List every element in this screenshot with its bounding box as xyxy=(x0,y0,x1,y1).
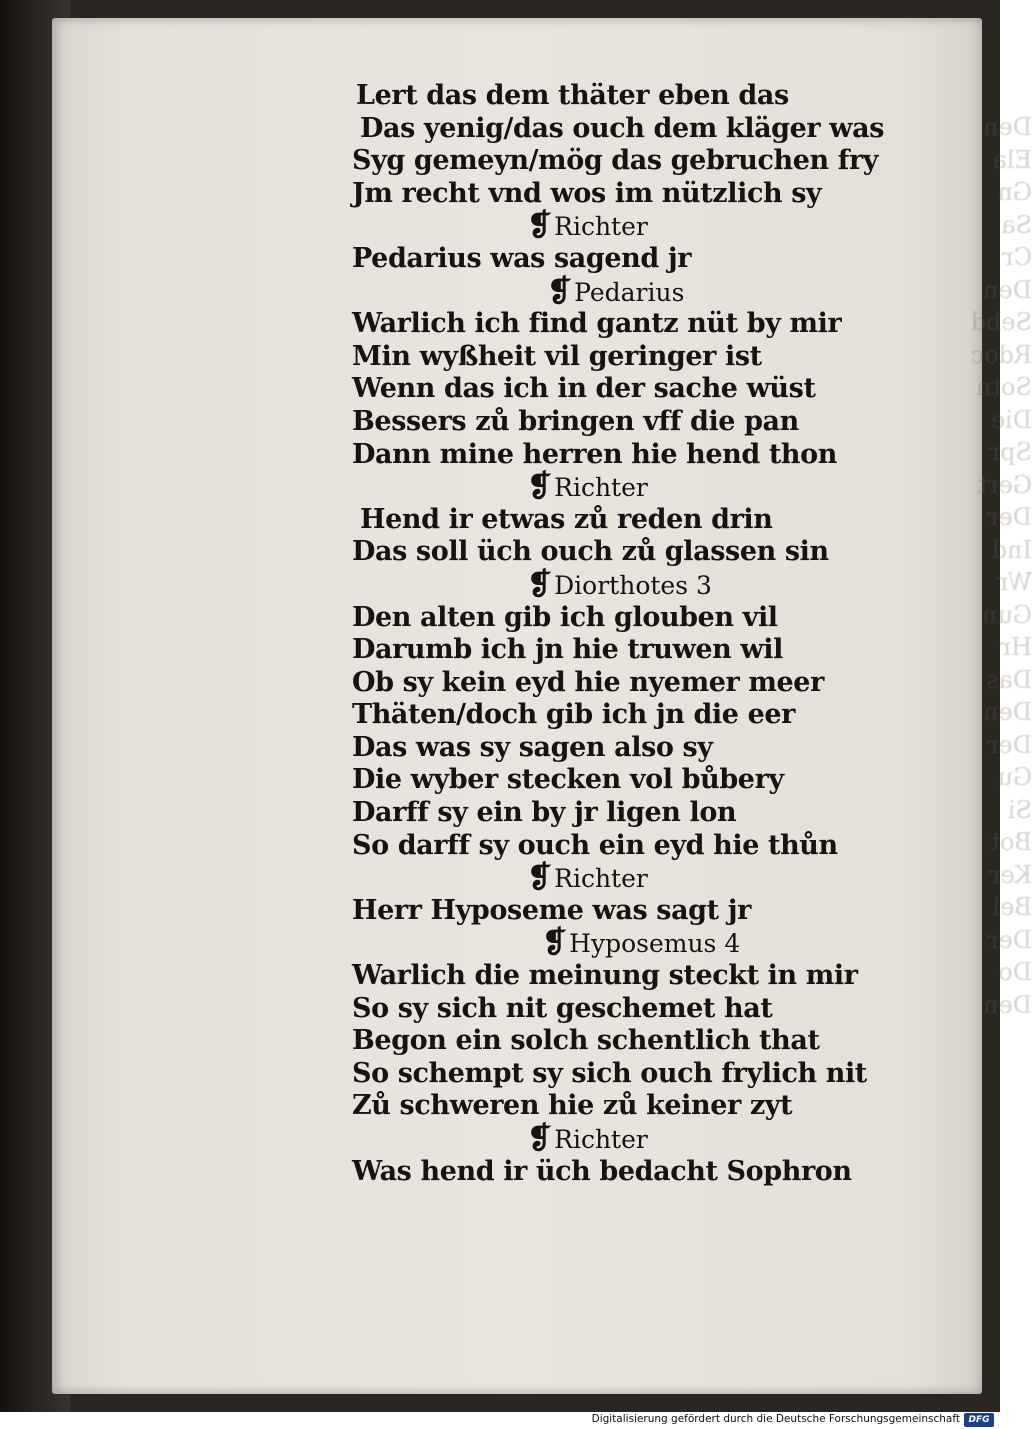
bleed-through-line: Der xyxy=(987,503,1032,531)
speaker-name: Pedarius xyxy=(574,277,685,307)
verse-text-block xyxy=(352,80,884,1188)
bleed-through-line: Sotn xyxy=(976,373,1032,401)
verse-line: Die wyber stecken vol bůbery xyxy=(352,764,784,796)
bleed-through-line: Den xyxy=(983,990,1032,1019)
bleed-through-line: Bel xyxy=(992,893,1032,921)
bleed-through-line: Das xyxy=(986,665,1032,694)
bleed-through-line: Gert xyxy=(977,470,1032,499)
verse-line: Ob sy kein eyd hie nyemer meer xyxy=(352,666,824,698)
pilcrow-icon: ❡ xyxy=(527,860,553,896)
bleed-through-line: Den xyxy=(983,698,1032,726)
verse-line: Pedarius was sagend jr xyxy=(352,242,692,274)
bleed-through-line: Der xyxy=(987,925,1032,954)
speaker-heading xyxy=(352,1123,852,1156)
verse-line: So darff sy ouch ein eyd hie thůn xyxy=(352,829,838,861)
pilcrow-icon: ❡ xyxy=(527,469,553,505)
bleed-through-line: Rdoc xyxy=(970,340,1032,369)
speaker-heading xyxy=(352,273,852,309)
verse-line: Zů schweren hie zů keiner zyt xyxy=(352,1090,793,1122)
bleed-through-line: Die xyxy=(990,405,1032,434)
speaker-heading xyxy=(352,471,852,504)
verse-line: Syg gemeyn/mög das gebruchen fry xyxy=(352,145,879,177)
bleed-through-line: Do xyxy=(998,958,1032,986)
verse-line: Das yenig/das ouch dem kläger was xyxy=(360,112,884,144)
verse-line: Hend ir etwas zů reden drin xyxy=(360,503,773,535)
speaker-heading xyxy=(352,927,852,960)
verse-line: Herr Hyposeme was sagt jr xyxy=(352,894,751,926)
bleed-through-line: Hr xyxy=(999,633,1032,661)
pilcrow-icon: ❡ xyxy=(547,273,573,309)
speaker-name: Diorthotes 3 xyxy=(554,570,712,600)
verse-line: So sy sich nit geschemet hat xyxy=(352,992,773,1024)
speaker-name: Richter xyxy=(554,864,648,894)
verse-line: Das was sy sagen also sy xyxy=(352,731,713,763)
bleed-through-line: Si xyxy=(1007,795,1032,824)
bleed-through-line: Cr xyxy=(1002,243,1032,271)
verse-line: Darff sy ein by jr ligen lon xyxy=(352,797,737,829)
dfg-logo: DFG xyxy=(964,1413,994,1427)
verse-line: Min wyßheit vil geringer ist xyxy=(352,340,762,372)
speaker-name: Richter xyxy=(554,473,648,503)
verse-line: So schempt sy sich ouch frylich nit xyxy=(352,1057,867,1089)
verse-line: Darumb ich jn hie truwen wil xyxy=(352,634,783,666)
verse-line: Bessers zů bringen vff die pan xyxy=(352,405,799,437)
verse-line: Thäten/doch gib ich jn die eer xyxy=(352,699,795,731)
speaker-heading xyxy=(352,862,852,895)
verse-line: Wenn das ich in der sache wüst xyxy=(352,373,816,405)
bleed-through-line: Bot xyxy=(990,828,1032,856)
bleed-through-line: Den xyxy=(983,113,1032,141)
bleed-through-line: Ind xyxy=(991,535,1032,564)
speaker-heading xyxy=(352,210,852,243)
verse-line: Warlich die meinung steckt in mir xyxy=(352,960,858,992)
verse-line: Was hend ir üch bedacht Sophron xyxy=(352,1155,852,1187)
pilcrow-icon: ❡ xyxy=(527,1121,553,1156)
speaker-name: Richter xyxy=(554,212,648,242)
bleed-through-line: Der xyxy=(987,730,1032,759)
pilcrow-icon: ❡ xyxy=(527,566,553,602)
pilcrow-icon: ❡ xyxy=(527,208,553,244)
bleed-through-line: Gn xyxy=(997,178,1032,206)
pilcrow-icon: ❡ xyxy=(542,925,568,961)
verse-line: Jm recht vnd wos im nützlich sy xyxy=(352,177,822,209)
footer-bar xyxy=(0,1412,1000,1429)
verse-line: Lert das dem thäter eben das xyxy=(356,80,789,111)
verse-line: Das soll üch ouch zů glassen sin xyxy=(352,536,829,568)
speaker-name: Richter xyxy=(554,1125,648,1154)
bleed-through-line: Sa xyxy=(1001,210,1032,239)
bleed-through-line: Ker xyxy=(989,860,1032,889)
speaker-name: Hyposemus 4 xyxy=(569,929,741,959)
verse-line: Begon ein solch schentlich that xyxy=(352,1025,820,1057)
bleed-through-line: Den xyxy=(983,275,1032,304)
bleed-through-line: Sebd xyxy=(970,308,1032,336)
bleed-through-line: Wr xyxy=(996,568,1032,596)
verse-line: Dann mine herren hie hend thon xyxy=(352,438,837,470)
funding-credit: Digitalisierung gefördert durch die Deutsche Forschungsgemeinschaft xyxy=(591,1413,960,1425)
bleed-through-line: Spr xyxy=(988,438,1032,466)
verse-line: Den alten gib ich glouben vil xyxy=(352,601,778,633)
verse-line: Warlich ich find gantz nüt by mir xyxy=(352,308,842,340)
speaker-heading xyxy=(352,566,852,602)
bleed-through-line: Ela xyxy=(992,145,1032,174)
bleed-through-line: Gun xyxy=(981,600,1032,629)
bleed-through-line: Gu xyxy=(997,763,1032,791)
bleed-through-text xyxy=(912,113,1032,1033)
